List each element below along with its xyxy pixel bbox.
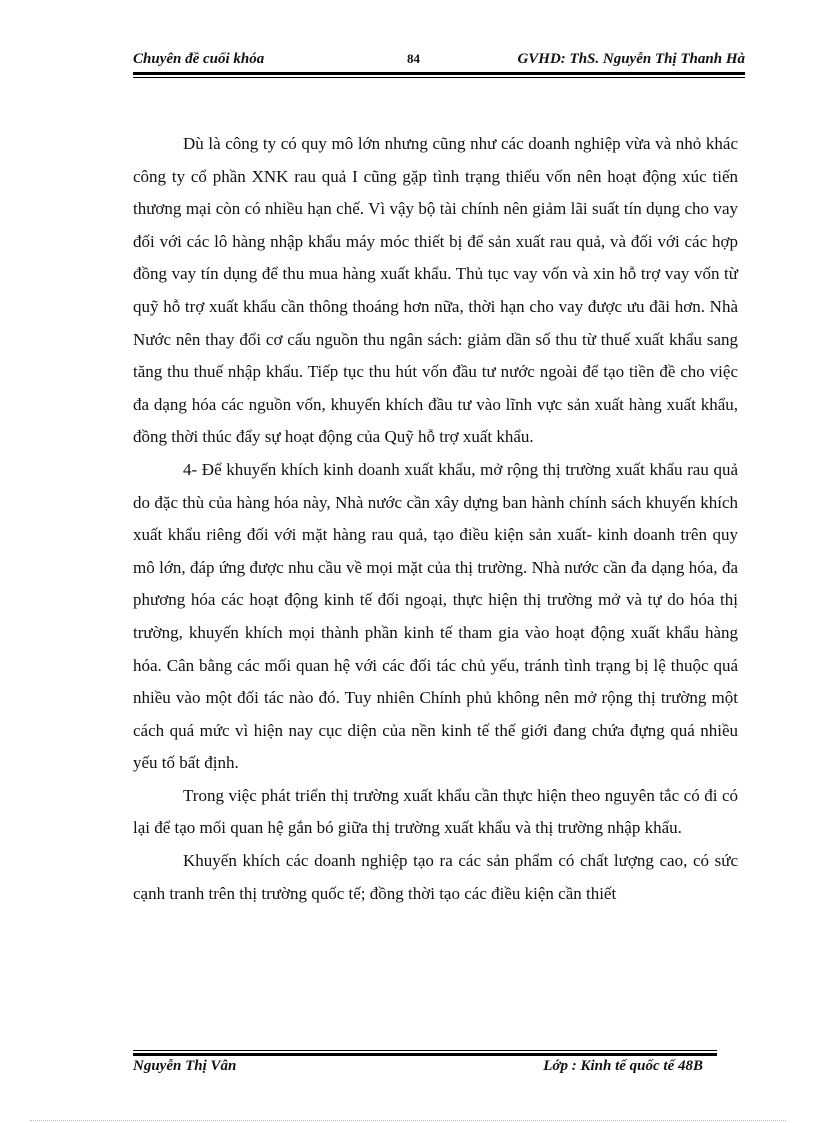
footer-rule-thick xyxy=(133,1053,717,1056)
paragraph-3: Trong việc phát triển thị trường xuất khẩu cần thực hiện theo nguyên tắc có đi có lại để tạo mối quan hệ gắn bó giữa thị trường xuất khẩu và thị trường nhập khẩu. xyxy=(133,785,738,838)
header-rule-thick xyxy=(133,72,745,75)
paragraph-4: Khuyến khích các doanh nghiệp tạo ra các sản phẩm có chất lượng cao, có sức cạnh tranh trên thị trường quốc tế; đồng thời tạo các điều kiện cần thiết xyxy=(133,851,738,903)
header-title: Chuyên đề cuối khóa xyxy=(133,51,265,67)
paragraph-2: 4- Để khuyến khích kinh doanh xuất khẩu, mở rộng thị trường xuất khẩu rau quả do đặc thù của hàng hóa này, Nhà nước cần xây dựng ban hành chính sách khuyến khích xuất khẩu riêng đối với mặt hàng rau quả, tạo điều kiện sản xuất- kinh doanh trên quy mô lớn, đáp ứng được nhu cầu về mọi mặt của thị trường. Nhà nước cần đa dạng hóa, đa phương hóa các hoạt động kinh tế đối ngoại, thực hiện thị trường mở và tự do hóa thị trường, khuyến khích mọi thành phần kinh tế tham gia vào hoạt động xuất khẩu hàng hóa. Cân bằng các mối quan hệ với các đối tác chủ yếu, tránh tình trạng bị lệ thuộc quá nhiều vào một đối tác nào đó. Tuy nhiên Chính phủ không nên mở rộng thị trường một cách quá mức vì hiện nay cục diện của nền kinh tế thế giới đang chứa đựng quá nhiều yếu tố bất định. xyxy=(133,459,738,773)
page-header xyxy=(133,48,745,72)
footer-author: Nguyễn Thị Vân xyxy=(133,1058,237,1074)
header-rule-thin xyxy=(133,77,745,78)
body-text xyxy=(133,128,738,910)
paragraph-1: Dù là công ty có quy mô lớn nhưng cũng như các doanh nghiệp vừa và nhỏ khác công ty cổ phần XNK rau quả I cũng gặp tình trạng thiếu vốn nên hoạt động xúc tiến thương mại còn có nhiều hạn chế. Vì vậy bộ tài chính nên giảm lãi suất tín dụng cho vay đối với các lô hàng nhập khẩu máy móc thiết bị để sản xuất rau quả, và đối với các hợp đồng vay tín dụng để thu mua hàng xuất khẩu. Thủ tục vay vốn và xin hỗ trợ vay vốn từ quỹ hỗ trợ xuất khẩu cần thông thoáng hơn nữa, thời hạn cho vay được ưu đãi hơn. Nhà Nước nên thay đổi cơ cấu nguồn thu ngân sách: giảm dần số thu từ thuế xuất khẩu sang tăng thu thuế nhập khẩu. Tiếp tục thu hút vốn đầu tư nước ngoài để tạo tiền đề cho việc đa dạng hóa các nguồn vốn, khuyến khích đầu tư vào lĩnh vực sản xuất hàng xuất khẩu, đồng thời thúc đẩy sự hoạt động của Quỹ hỗ trợ xuất khẩu. xyxy=(133,134,738,447)
page-footer xyxy=(133,1058,717,1080)
footer-class: Lớp : Kinh tế quốc tế 48B xyxy=(543,1058,703,1074)
page-number: 84 xyxy=(407,51,420,66)
header-supervisor: GVHD: ThS. Nguyễn Thị Thanh Hà xyxy=(517,51,745,67)
footer-rule-thin xyxy=(133,1050,717,1051)
page-edge-divider xyxy=(30,1120,786,1121)
